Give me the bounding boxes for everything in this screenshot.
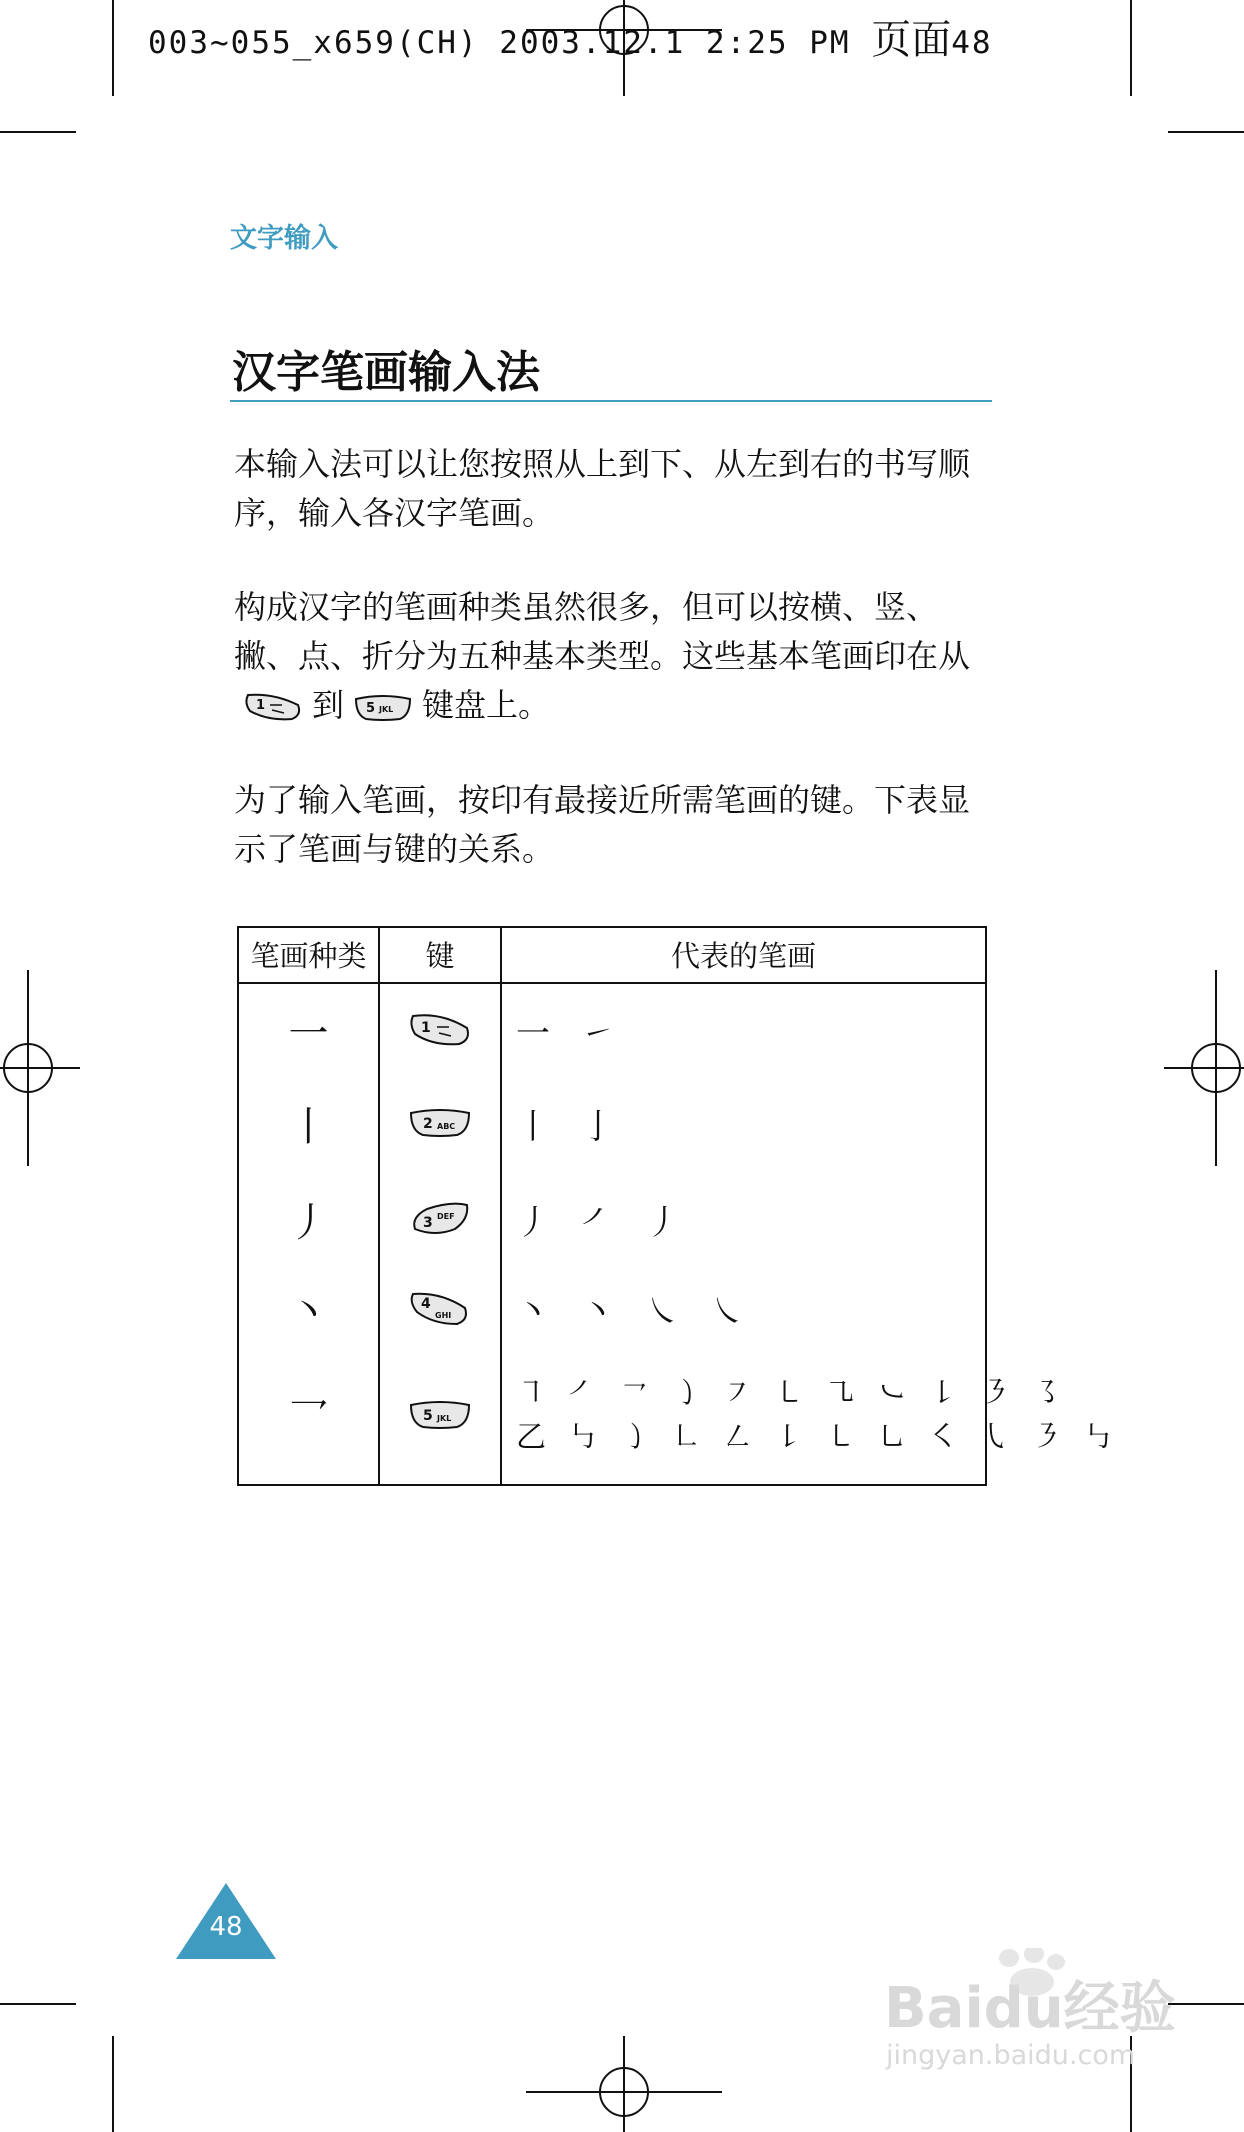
key-4-icon (380, 1268, 500, 1348)
registration-mark-top (526, 0, 722, 96)
key-2-icon (380, 1078, 500, 1168)
table-row-stroke: 丶 (288, 1288, 329, 1335)
key-letters: DEF (437, 1212, 455, 1221)
key-1-label: 1 (256, 698, 266, 713)
table-row-stroke: 乛 (288, 1395, 329, 1442)
key-letters: GHI (435, 1311, 452, 1320)
key-5-label: 5 (366, 701, 376, 716)
table-row-representative: 一 ㇀ (516, 1013, 625, 1054)
key-1-icon (242, 691, 304, 723)
print-code: 003~055_x659(CH) 2003.12.1 2:25 PM (148, 25, 851, 61)
paragraph-text: 键盘上。 (422, 686, 551, 724)
table-row-representative: 丿 ㇒ 丿 (516, 1202, 690, 1243)
key-label: 5 (423, 1408, 433, 1424)
title-rule (230, 400, 992, 402)
table-header-key: 键 (425, 939, 455, 973)
registration-mark-right (1164, 970, 1244, 1166)
key-5-letters: JKL (379, 705, 394, 714)
key-label: 3 (423, 1215, 433, 1231)
watermark-logo: Baidu经验 (884, 1976, 1176, 2041)
key-5-icon (380, 1350, 500, 1480)
table-row-stroke: 一 (288, 1010, 329, 1057)
key-label: 4 (421, 1296, 431, 1312)
key-5-icon (352, 691, 414, 723)
stroke-key-table (237, 926, 1119, 1486)
print-page-no: 48 (951, 25, 993, 61)
table-row-stroke: 丨 (288, 1103, 329, 1150)
key-letters: JKL (437, 1414, 452, 1423)
table-header-stroke-type: 笔画种类 (250, 939, 367, 973)
page-title: 汉字笔画输入法 (232, 347, 540, 398)
print-page-word: 页面 (871, 17, 952, 63)
section-label: 文字输入 (230, 223, 338, 254)
paragraph-instructions: 为了输入笔画，按印有最接近所需笔画的键。下表显示了笔画与键的关系。 (234, 781, 971, 868)
key-3-icon (380, 1174, 500, 1264)
paragraph-text: 构成汉字的笔画种类虽然很多，但可以按横、竖、撇、点、折分为五种基本类型。这些基本笔画印在从 (234, 588, 971, 675)
page-number: 48 (209, 1912, 243, 1942)
representative-line: ㇕ ㇒ ㇖ ㇁ ㇇ ㇄ ㇈ ㇃ ㇙ ㇋ ㇌ (516, 1376, 1068, 1411)
table-row-representative: 丨 亅 (516, 1106, 625, 1147)
key-label: 1 (421, 1020, 431, 1036)
key-letters: ABC (437, 1122, 456, 1131)
key-1-icon (380, 990, 500, 1070)
registration-mark-bottom (526, 2036, 722, 2132)
representative-line: 乙 ㇉ ㇁ ㇗ ㇜ ㇙ ㇄ ㇟ ㇛ ㇂ ㇋ ㇉ (516, 1420, 1119, 1455)
table-row-representative: 丶 丶 ㇏ ㇏ (516, 1291, 755, 1332)
table-header-representative: 代表的笔画 (670, 939, 816, 973)
paragraph-text: 到 (312, 686, 345, 724)
key-label: 2 (423, 1116, 433, 1132)
registration-mark-left (0, 970, 80, 1166)
paragraph-stroke-types (234, 583, 994, 730)
paragraph-intro: 本输入法可以让您按照从上到下、从左到右的书写顺序，输入各汉字笔画。 (234, 445, 971, 532)
table-row-stroke: 丿 (288, 1199, 329, 1246)
table-row-representative (502, 1356, 1119, 1476)
watermark-url: jingyan.baidu.com (886, 2040, 1136, 2071)
